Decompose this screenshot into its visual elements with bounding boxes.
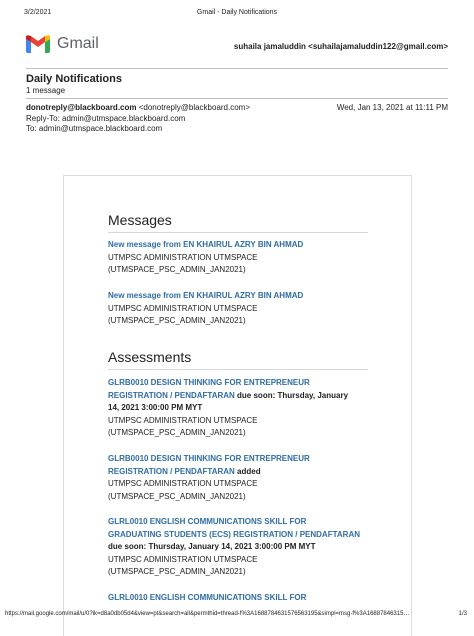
org-name: UTMPSC ADMINISTRATION UTMSPACE xyxy=(108,303,258,313)
gmail-wordmark: Gmail xyxy=(57,35,99,52)
assessment-link[interactable]: GRADUATING STUDENTS (ECS) REGISTRATION / PENDAFTARAN xyxy=(108,529,360,539)
course-code: (UTMSPACE_PSC_ADMIN_JAN2021) xyxy=(108,491,246,501)
message-count: 1 message xyxy=(26,86,66,95)
sender-line xyxy=(26,103,250,112)
reply-to-line: Reply-To: admin@utmspace.blackboard.com xyxy=(26,114,186,123)
sent-date: Wed, Jan 13, 2021 at 11:11 PM xyxy=(336,103,448,112)
course-code: (UTMSPACE_PSC_ADMIN_JAN2021) xyxy=(108,265,246,274)
assessment-link[interactable]: GLRB0010 DESIGN THINKING FOR ENTREPRENEUR xyxy=(108,454,310,463)
assessment-link[interactable]: GLRL0010 ENGLISH COMMUNICATIONS SKILL FOR xyxy=(108,517,307,526)
print-title: Gmail - Daily Notifications xyxy=(196,9,278,16)
list-item xyxy=(108,592,370,605)
print-footer xyxy=(0,611,474,623)
list-item xyxy=(108,516,370,579)
print-date: 3/2/2021 xyxy=(24,9,52,16)
assessment-link[interactable]: REGISTRATION / PENDAFTARAN xyxy=(108,390,235,400)
course-code: (UTMSPACE_PSC_ADMIN_JAN2021) xyxy=(108,428,246,437)
added-status: added xyxy=(234,466,261,476)
list-item xyxy=(108,453,370,503)
due-status: due soon: Thursday, January 14, 2021 3:00:00 PM MYT xyxy=(108,542,316,551)
assessment-link[interactable]: REGISTRATION / PENDAFTARAN xyxy=(108,466,235,476)
assessments-heading: Assessments xyxy=(108,349,192,365)
messages-heading: Messages xyxy=(108,212,172,228)
divider xyxy=(26,98,448,99)
message-link[interactable]: New message from EN KHAIRUL AZRY BIN AHMAD xyxy=(108,240,304,249)
divider xyxy=(26,68,448,69)
list-item xyxy=(108,290,370,328)
section-divider xyxy=(108,369,368,370)
notification-card xyxy=(63,175,412,636)
assessment-link[interactable]: GLRB0010 DESIGN THINKING FOR ENTREPRENEUR xyxy=(108,378,310,387)
course-code: (UTMSPACE_PSC_ADMIN_JAN2021) xyxy=(108,316,246,325)
sender-address: <donotreply@blackboard.com> xyxy=(138,103,251,112)
list-item xyxy=(108,377,370,440)
list-item xyxy=(108,239,370,277)
page-url: https://mail.google.com/mail/u/0?ik=d8a0db05d4&view=pt&search=all&permthid=thread-f%3A1688784631576563195&simpl=msg-f%3A16887846315… xyxy=(5,611,410,617)
section-divider xyxy=(108,232,368,233)
print-header xyxy=(0,9,474,21)
gmail-logo-icon xyxy=(26,34,50,54)
org-name: UTMPSC ADMINISTRATION UTMSPACE xyxy=(108,479,258,488)
sender-name[interactable]: donotreply@blackboard.com xyxy=(26,103,137,112)
due-status: due soon: Thursday, January xyxy=(234,390,349,400)
thread-subject: Daily Notifications xyxy=(26,73,122,85)
to-line: To: admin@utmspace.blackboard.com xyxy=(26,124,163,133)
page-number: 1/3 xyxy=(458,611,467,617)
assessment-link[interactable]: GLRL0010 ENGLISH COMMUNICATIONS SKILL FOR xyxy=(108,593,307,602)
due-status: 14, 2021 3:00:00 PM MYT xyxy=(108,403,203,412)
course-code: (UTMSPACE_PSC_ADMIN_JAN2021) xyxy=(108,567,246,576)
account-label: suhaila jamaluddin <suhailajamaluddin122@gmail.com> xyxy=(233,42,448,51)
brand-row xyxy=(26,30,448,66)
org-name: UTMPSC ADMINISTRATION UTMSPACE xyxy=(108,252,258,262)
org-name: UTMPSC ADMINISTRATION UTMSPACE xyxy=(108,554,258,564)
message-link[interactable]: New message from EN KHAIRUL AZRY BIN AHMAD xyxy=(108,291,304,300)
org-name: UTMPSC ADMINISTRATION UTMSPACE xyxy=(108,415,258,425)
